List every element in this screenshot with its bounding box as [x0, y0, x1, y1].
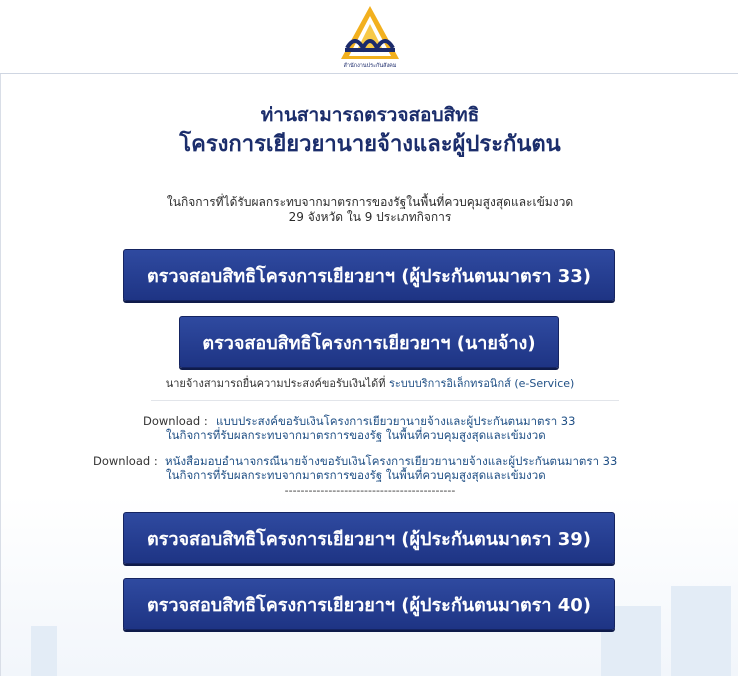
logo-emblem-icon — [337, 4, 403, 62]
check-section40-button[interactable]: ตรวจสอบสิทธิโครงการเยียวยาฯ (ผู้ประกันตนมาตรา 40) — [123, 578, 615, 630]
page-title-line2: โครงการเยียวยานายจ้างและผู้ประกันตน — [179, 132, 561, 157]
check-section33-button[interactable]: ตรวจสอบสิทธิโครงการเยียวยาฯ (ผู้ประกันตนมาตรา 33) — [123, 249, 615, 301]
main-panel — [0, 74, 738, 676]
site-header — [0, 0, 738, 74]
check-section39-button[interactable]: ตรวจสอบสิทธิโครงการเยียวยาฯ (ผู้ประกันตนมาตรา 39) — [123, 512, 615, 564]
download-label: Download : — [143, 414, 208, 428]
logo-caption: สำนักงานประกันสังคม — [343, 63, 397, 69]
download-link-authorization[interactable]: หนังสือมอบอำนาจกรณีนายจ้างขอรับเงินโครงการเยียวยานายจ้างและผู้ประกันตนมาตรา 33 — [165, 454, 618, 468]
sso-logo[interactable] — [337, 4, 403, 72]
dashed-separator: ------------------------------------------- — [284, 484, 456, 497]
download-label: Download : — [93, 454, 158, 468]
download-link-authorization-line2[interactable]: ในกิจการที่รับผลกระทบจากมาตรการของรัฐ ในพื้นที่ควบคุมสูงสุดและเข้มงวด — [166, 468, 546, 482]
description-line2: 29 จังหวัด ใน 9 ประเภทกิจการ — [288, 210, 452, 224]
background-building-right2 — [671, 586, 731, 676]
divider — [151, 400, 619, 401]
download-link-form[interactable]: แบบประสงค์ขอรับเงินโครงการเยียวยานายจ้างและผู้ประกันตนมาตรา 33 — [216, 414, 576, 428]
download-link-form-line2[interactable]: ในกิจการที่รับผลกระทบจากมาตรการของรัฐ ในพื้นที่ควบคุมสูงสุดและเข้มงวด — [166, 428, 546, 442]
background-building-left — [31, 626, 57, 676]
employer-note — [1, 374, 738, 392]
check-employer-button[interactable]: ตรวจสอบสิทธิโครงการเยียวยาฯ (นายจ้าง) — [179, 316, 559, 368]
page-title-line1: ท่านสามารถตรวจสอบสิทธิ — [260, 104, 480, 126]
description-line1: ในกิจการที่ได้รับผลกระทบจากมาตรการของรัฐในพื้นที่ควบคุมสูงสุดและเข้มงวด — [166, 195, 574, 209]
employer-note-text: นายจ้างสามารถยื่นความประสงค์ขอรับเงินได้ที่ — [165, 377, 386, 390]
eservice-link[interactable]: ระบบบริการอิเล็กทรอนิกส์ (e-Service) — [388, 377, 575, 390]
